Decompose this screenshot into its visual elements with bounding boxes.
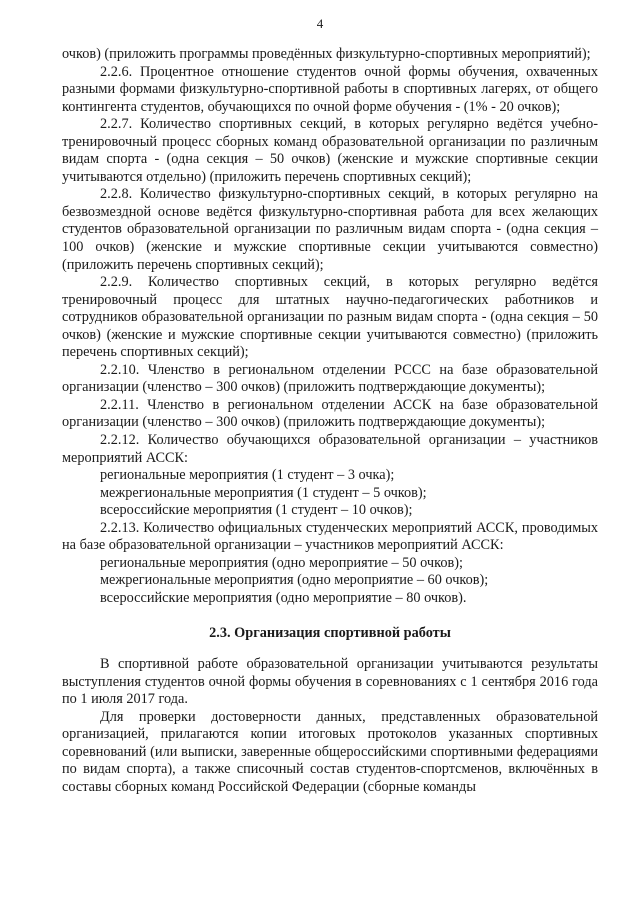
page-number: 4 [316,16,324,31]
paragraph-continuation: очков) (приложить программы проведённых физкультурно-спортивных мероприятий); [62,46,591,62]
paragraph-2-2-11: 2.2.11. Членство в региональном отделении АССК на базе образовательной организации (членство – 300 очков) (приложить подтверждающие документы); [62,396,598,431]
paragraph-2-2-10: 2.2.10. Членство в региональном отделении РССС на базе образовательной организации (членство – 300 очков) (приложить подтверждающие документы); [62,361,598,396]
paragraph-2-2-8: 2.2.8. Количество физкультурно-спортивных секций, в которых регулярно на безвозмездной основе ведётся физкультурно-спортивная работа для всех желающих студентов образовательной организации по различным видам спорта - (одна секция – 100 очков) (женские и мужские спортивные секции учитываются совместно) (приложить перечень спортивных секций); [62,186,598,273]
document-body [62,46,598,796]
list-item: всероссийские мероприятия (1 студент – 10 очков); [100,502,413,519]
list-item: всероссийские мероприятия (одно мероприятие – 80 очков). [100,589,467,606]
paragraph-2-2-13: 2.2.13. Количество официальных студенческих мероприятий АССК, проводимых на базе образовательной организации – участников мероприятий АССК: [62,519,598,554]
list-item: региональные мероприятия (одно мероприятие – 50 очков); [100,554,463,571]
paragraph-2-2-12: 2.2.12. Количество обучающихся образовательной организации – участников мероприятий АССК: [62,432,598,466]
section-heading: 2.3. Организация спортивной работы [209,624,451,641]
paragraph-2-2-6: 2.2.6. Процентное отношение студентов очной формы обучения, охваченных разными формами физкультурно-спортивной работы в спортивных лагерях, от общего контингента студентов, обучающихся по очной форме обучения - (1% - 20 очков); [62,63,598,115]
paragraph-2-2-9: 2.2.9. Количество спортивных секций, в которых регулярно ведётся тренировочный процесс для штатных научно-педагогических работников и сотрудников образовательной организации по разным видам спорта - (одна секция – 50 очков) (женские и мужские спортивные секции учитываются совместно) (приложить перечень спортивных секций); [62,274,598,361]
list-item: межрегиональные мероприятия (1 студент – 5 очков); [100,484,427,501]
list-item: региональные мероприятия (1 студент – 3 очка); [100,467,395,484]
paragraph-results: В спортивной работе образовательной организации учитываются результаты выступления студентов очной формы обучения в соревнованиях с 1 сентября 2016 года по 1 июля 2017 года. [62,656,598,708]
list-item: межрегиональные мероприятия (одно мероприятие – 60 очков); [100,572,489,589]
paragraph-verification: Для проверки достоверности данных, представленных образовательной организацией, прилагаются копии итоговых протоколов указанных спортивных соревнований (или выписки, заверенные общероссийскими спортивными федерациями по видам спорта), а также списочный состав студентов-спортсменов, включённых в составы сборных команд Российской Федерации (сборные команды [62,708,598,795]
paragraph-2-2-7: 2.2.7. Количество спортивных секций, в которых регулярно ведётся учебно-тренировочный процесс сборных команд образовательной организации по различным видам спорта - (одна секция – 50 очков) (женские и мужские спортивные секции учитываются отдельно) (приложить перечень спортивных секций); [62,116,598,185]
